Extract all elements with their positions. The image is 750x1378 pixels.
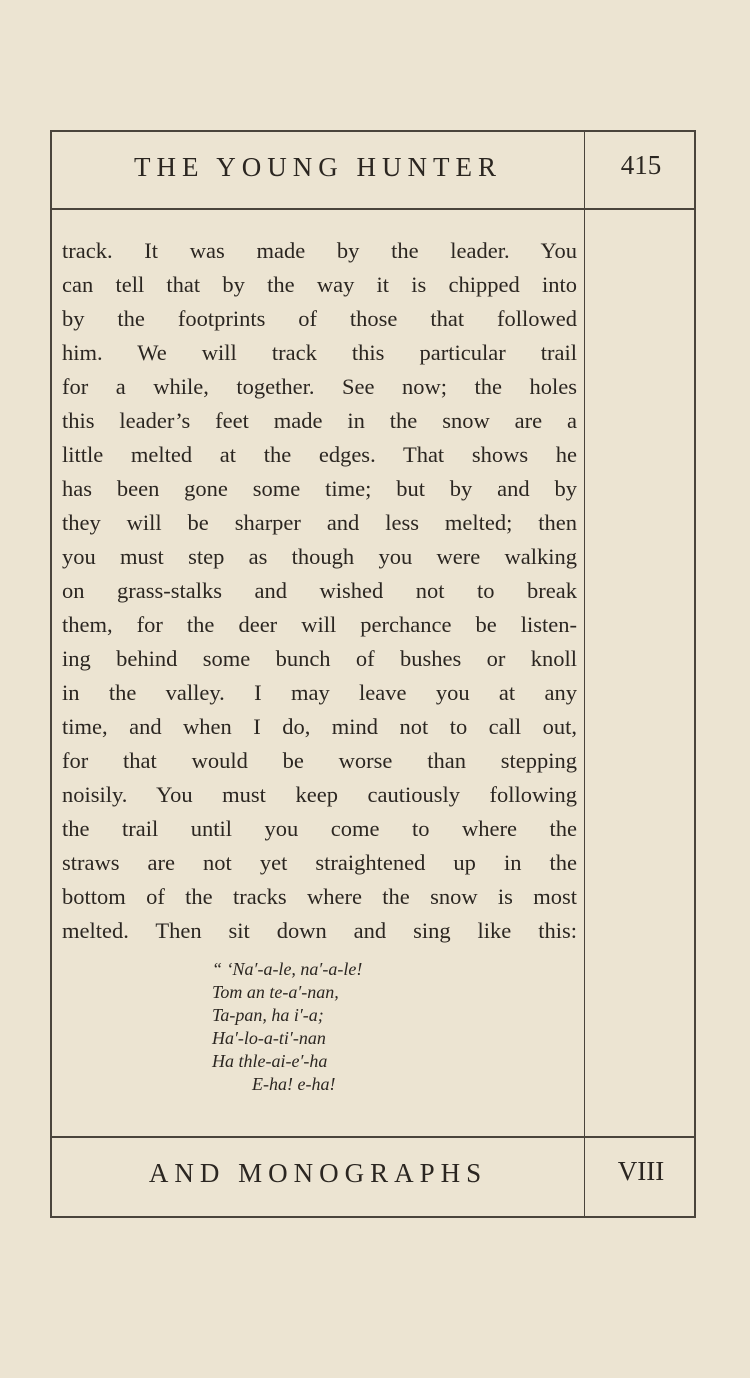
body-line: bottom of the tracks where the snow is most [62, 884, 577, 909]
page-frame [50, 130, 696, 1218]
page-number: 415 [620, 150, 662, 180]
verse-line: E-ha! e-ha! [252, 1074, 336, 1094]
footer-title: AND MONOGRAPHS [148, 1158, 488, 1188]
body-line: ing behind some bunch of bushes or knoll [62, 646, 577, 671]
body-line: time, and when I do, mind not to call out, [62, 714, 577, 739]
body-line: you must step as though you were walking [62, 544, 577, 569]
header-divider [52, 208, 694, 210]
body-text [62, 234, 577, 948]
body-line: on grass-stalks and wished not to break [62, 578, 577, 603]
running-title: THE YOUNG HUNTER [134, 152, 502, 182]
body-line: can tell that by the way it is chipped into [62, 272, 577, 297]
body-line: they will be sharper and less melted; then [62, 510, 577, 535]
verse [212, 958, 362, 1096]
body-line: for a while, together. See now; the holes [62, 374, 577, 399]
body-line: in the valley. I may leave you at any [62, 680, 577, 705]
footer-divider [52, 1136, 694, 1138]
body-line: noisily. You must keep cautiously following [62, 782, 577, 807]
body-line: little melted at the edges. That shows he [62, 442, 577, 467]
verse-line: Ha′-lo-a-ti′-nan [212, 1028, 326, 1048]
body-line: for that would be worse than stepping [62, 748, 577, 773]
body-line: melted. Then sit down and sing like this: [62, 918, 577, 943]
body-line: the trail until you come to where the [62, 816, 577, 841]
verse-line: Ha thle-ai-e′-ha [212, 1051, 328, 1071]
volume-number: VIII [617, 1156, 665, 1186]
body-line: straws are not yet straightened up in the [62, 850, 577, 875]
verse-line: “ ‘Na′-a-le, na′-a-le! [212, 959, 363, 979]
verse-line: Tom an te-a′-nan, [212, 982, 339, 1002]
verse-line: Ta-pan, ha i′-a; [212, 1005, 324, 1025]
column-divider [584, 132, 585, 1216]
body-line: has been gone some time; but by and by [62, 476, 577, 501]
body-line: track. It was made by the leader. You [62, 238, 577, 263]
body-line: this leader’s feet made in the snow are a [62, 408, 577, 433]
body-line: them, for the deer will perchance be listen- [62, 612, 577, 637]
body-line: him. We will track this particular trail [62, 340, 577, 365]
body-line: by the footprints of those that followed [62, 306, 577, 331]
